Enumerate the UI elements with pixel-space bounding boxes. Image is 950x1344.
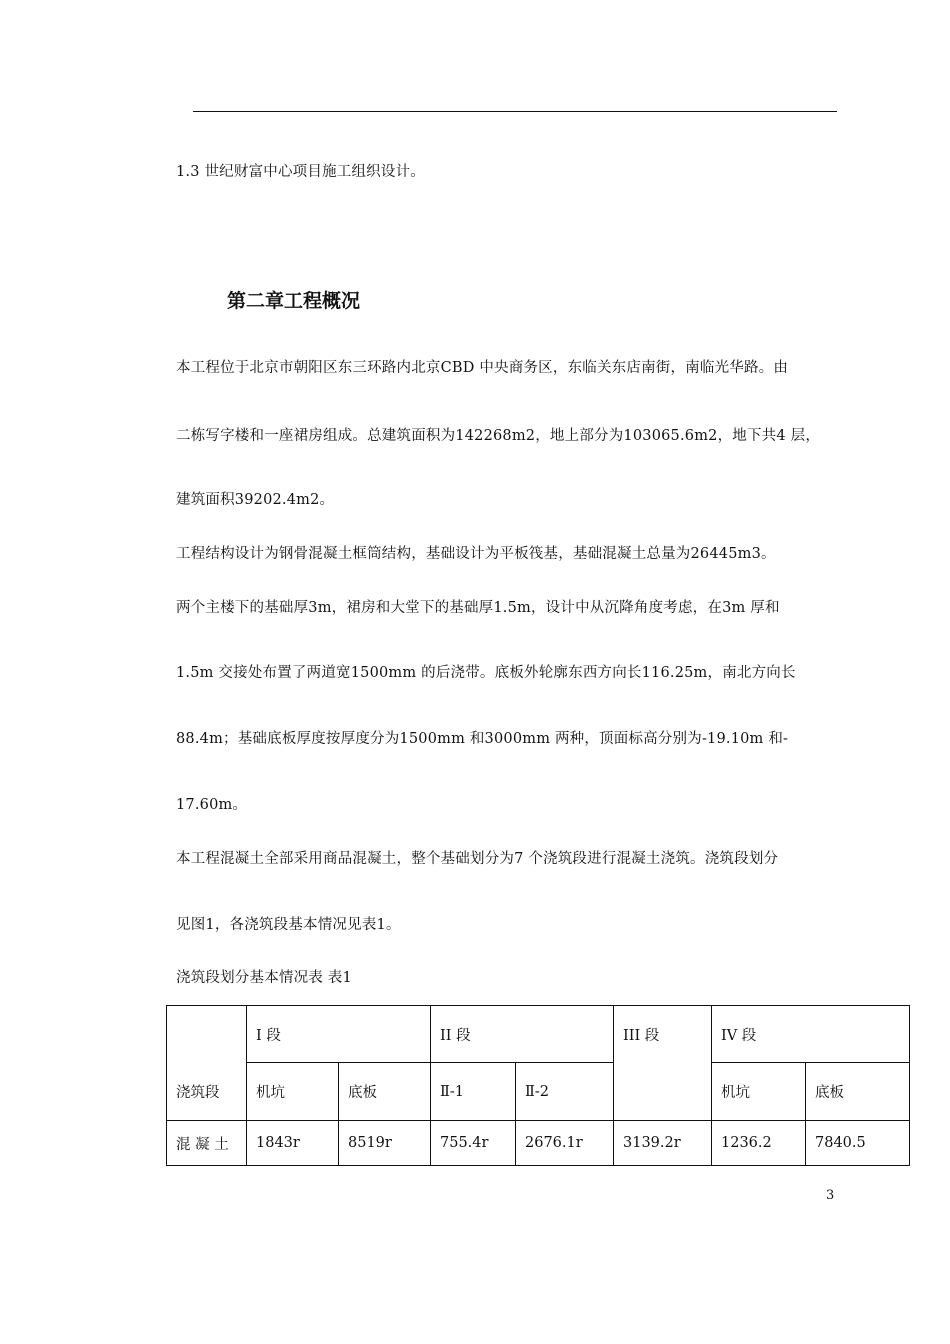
seg1-header: I 段 bbox=[247, 1006, 431, 1063]
table-cell: 8519r bbox=[339, 1121, 431, 1166]
para3-line1: 两个主楼下的基础厚3m，裙房和大堂下的基础厚1.5m，设计中从沉降角度考虑，在3m 厚和 bbox=[176, 600, 780, 616]
para4-line1: 本工程混凝土全部采用商品混凝土，整个基础划分为7 个浇筑段进行混凝土浇筑。浇筑段划分 bbox=[176, 851, 779, 867]
chapter-title: 第二章工程概况 bbox=[227, 290, 361, 312]
sub-header: 机坑 bbox=[247, 1063, 339, 1121]
para1-line2: 二栋写字楼和一座裙房组成。总建筑面积为142268m2，地上部分为103065.6m2，地下共4 层， bbox=[176, 428, 821, 444]
seg2-header: II 段 bbox=[431, 1006, 614, 1063]
page-number: 3 bbox=[826, 1188, 835, 1203]
sub-header: Ⅱ-2 bbox=[516, 1063, 614, 1121]
table-header-segment: 浇筑段 bbox=[167, 1006, 247, 1121]
sub-header: 底板 bbox=[339, 1063, 431, 1121]
table-caption: 浇筑段划分基本情况表 表1 bbox=[176, 970, 352, 986]
table-cell: 1843r bbox=[247, 1121, 339, 1166]
header-rule bbox=[193, 111, 837, 112]
para4-line2: 见图1，各浇筑段基本情况见表1。 bbox=[176, 917, 401, 933]
table-cell: 2676.1r bbox=[516, 1121, 614, 1166]
para1-line3: 建筑面积39202.4m2。 bbox=[176, 492, 335, 508]
para3-line2: 1.5m 交接处布置了两道宽1500mm 的后浇带。底板外轮廓东西方向长116.25m，南北方向长 bbox=[176, 665, 796, 681]
table-cell: 7840.5 bbox=[806, 1121, 910, 1166]
para1-line1: 本工程位于北京市朝阳区东三环路内北京CBD 中央商务区，东临关东店南街，南临光华路。由 bbox=[176, 360, 789, 376]
segment-table bbox=[166, 1005, 910, 1166]
table-cell: 3139.2r bbox=[614, 1121, 712, 1166]
seg4-header: IV 段 bbox=[712, 1006, 910, 1063]
item-1-3: 1.3 世纪财富中心项目施工组织设计。 bbox=[176, 164, 425, 180]
sub-header: 机坑 bbox=[712, 1063, 806, 1121]
table-cell: 755.4r bbox=[431, 1121, 516, 1166]
sub-header: Ⅱ-1 bbox=[431, 1063, 516, 1121]
seg3-header: III 段 bbox=[614, 1006, 712, 1121]
para3-line4: 17.60m。 bbox=[176, 797, 248, 813]
row-header-concrete: 混 凝 土 bbox=[167, 1121, 247, 1166]
para3-line3: 88.4m；基础底板厚度按厚度分为1500mm 和3000mm 两种，顶面标高分别为-19.10m 和- bbox=[176, 731, 789, 747]
table-cell: 1236.2 bbox=[712, 1121, 806, 1166]
sub-header: 底板 bbox=[806, 1063, 910, 1121]
para2: 工程结构设计为钢骨混凝土框筒结构，基础设计为平板筏基，基础混凝土总量为26445m3。 bbox=[176, 546, 776, 562]
